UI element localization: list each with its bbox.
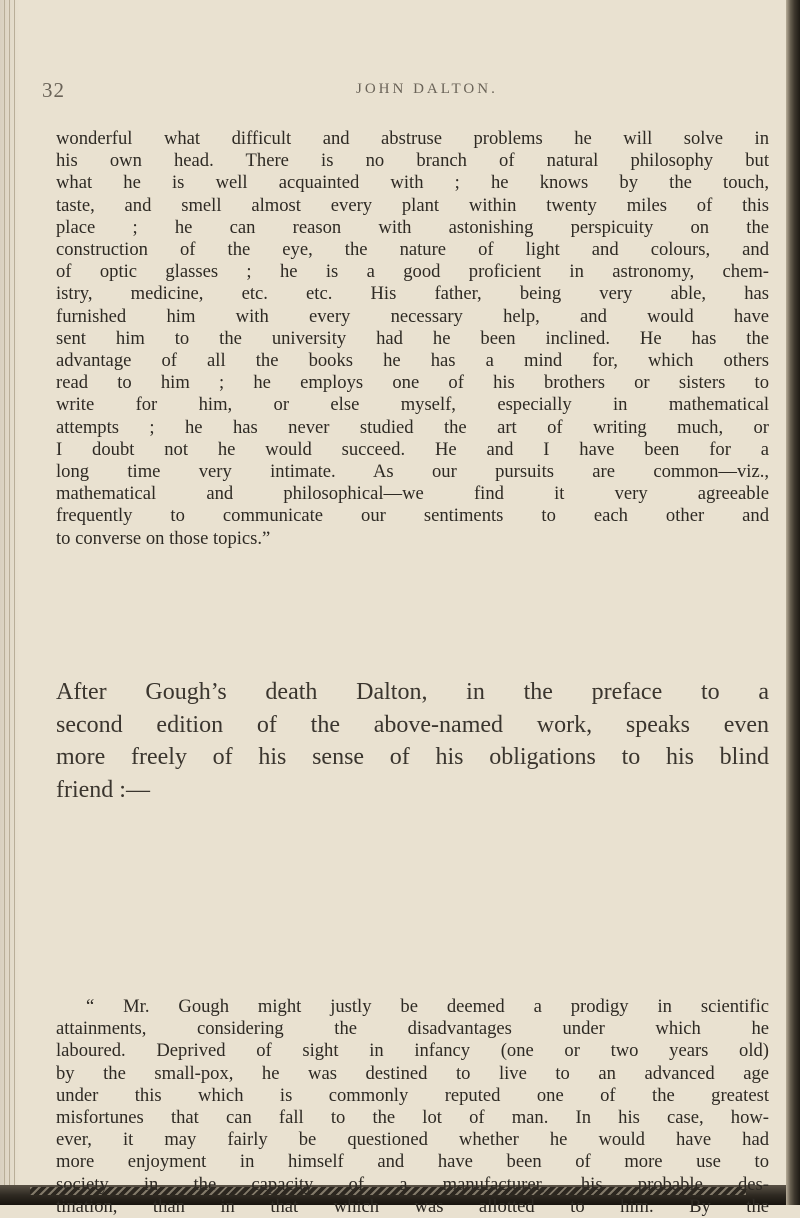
- text-line: to converse on those topics.”: [56, 527, 271, 549]
- text-line: more freely of his sense of his obligations to his blind: [56, 744, 769, 770]
- text-line: wonderful what difficult and abstruse problems he will solve in: [56, 128, 769, 149]
- running-title: JOHN DALTON.: [356, 81, 498, 97]
- text-line: misfortunes that can fall to the lot of man. In his case, how-: [56, 1107, 769, 1129]
- text-line: sent him to the university had he been inclined. He has the: [56, 327, 769, 349]
- page-gutter: [0, 0, 20, 1205]
- text-line: advantage of all the books he has a mind for, which others: [56, 350, 769, 372]
- text-line: attainments, considering the disadvantages under which he: [56, 1018, 769, 1040]
- text-line: long time very intimate. As our pursuits are common—viz.,: [56, 461, 769, 483]
- text-line: construction of the eye, the nature of light and colours, and: [56, 239, 769, 261]
- running-head: [0, 78, 800, 108]
- text-line: furnished him with every necessary help, and would have: [56, 305, 769, 327]
- text-line: laboured. Deprived of sight in infancy (one or two years old): [56, 1040, 769, 1062]
- gutter-line: [4, 0, 5, 1205]
- gutter-line: [14, 0, 15, 1205]
- text-line: mathematical and philosophical—we find it very agreeable: [56, 483, 769, 505]
- text-line: write for him, or else myself, especially in mathematical: [56, 394, 769, 416]
- preface-quote-paragraph: [56, 996, 769, 1218]
- text-line: place ; he can reason with astonishing perspicuity on the: [56, 216, 769, 238]
- text-line: “ Mr. Gough might justly be deemed a prodigy in scientific: [86, 996, 769, 1017]
- text-line: under this which is commonly reputed one of the greatest: [56, 1084, 769, 1106]
- text-line: attempts ; he has never studied the art of writing much, or: [56, 416, 769, 438]
- gutter-line: [9, 0, 10, 1205]
- text-line: friend :—: [56, 776, 150, 803]
- text-line: his own head. There is no branch of natural philosophy but: [56, 150, 769, 172]
- text-line: what he is well acquainted with ; he knows by the touch,: [56, 172, 769, 194]
- text-line: by the small-pox, he was destined to live to an advanced age: [56, 1062, 769, 1084]
- text-line: taste, and smell almost every plant within twenty miles of this: [56, 194, 769, 216]
- page-edge-shadow: [786, 0, 800, 1205]
- text-line: more enjoyment in himself and have been of more use to: [56, 1151, 769, 1173]
- text-line: tination, than in that which was allotted to him. By the: [56, 1195, 769, 1217]
- text-line: After Gough’s death Dalton, in the preface to a: [56, 679, 769, 705]
- text-line: second edition of the above-named work, speaks even: [56, 711, 769, 738]
- text-line: frequently to communicate our sentiments to each other and: [56, 505, 769, 527]
- page-number: 32: [42, 78, 65, 102]
- text-line: read to him ; he employs one of his brothers or sisters to: [56, 372, 769, 394]
- narrative-paragraph: [56, 676, 769, 806]
- quoted-letter-paragraph: [56, 128, 769, 550]
- text-line: society in the capacity of a manufacturer, his probable des-: [56, 1173, 769, 1195]
- text-line: I doubt not he would succeed. He and I have been for a: [56, 438, 769, 460]
- text-line: istry, medicine, etc. etc. His father, being very able, has: [56, 283, 769, 305]
- text-line: of optic glasses ; he is a good proficient in astronomy, chem-: [56, 261, 769, 283]
- text-line: ever, it may fairly be questioned whether he would have had: [56, 1129, 769, 1151]
